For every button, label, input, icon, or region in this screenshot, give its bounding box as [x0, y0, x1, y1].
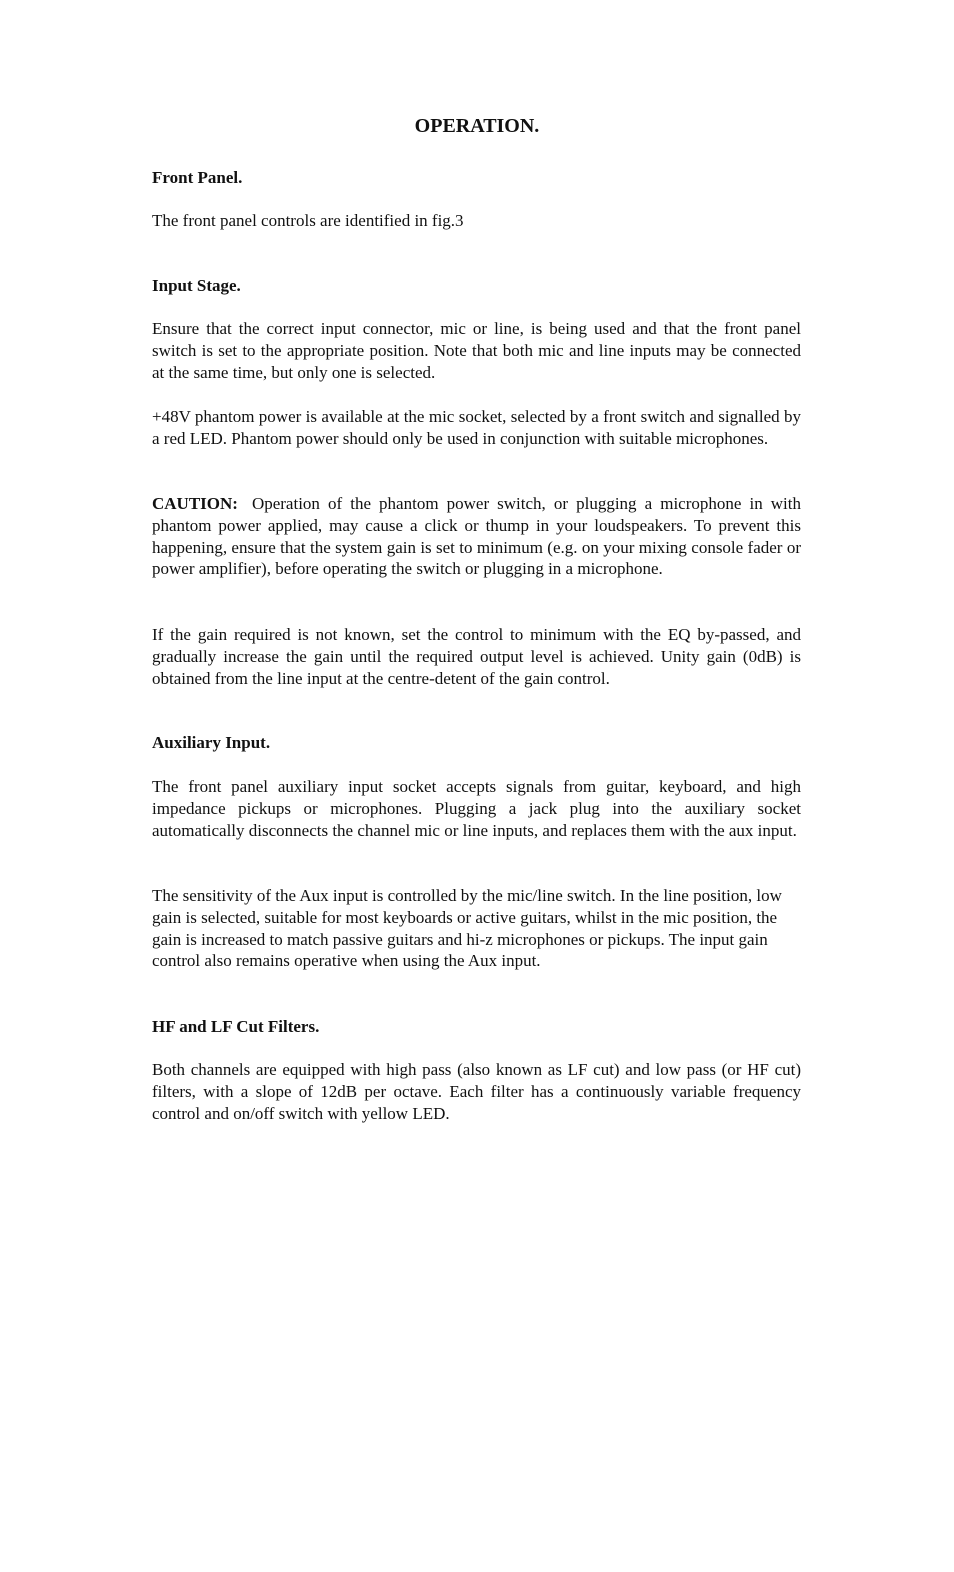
front-panel-paragraph: The front panel controls are identified in fig.3: [152, 211, 464, 230]
section-heading-auxiliary-input: Auxiliary Input.: [152, 733, 271, 752]
section-heading-filters: HF and LF Cut Filters.: [152, 1017, 320, 1036]
input-stage-paragraph-phantom-power: +48V phantom power is available at the mic socket, selected by a front switch and signalled by a red LED. Phantom power should only be used in conjunction with suitable microphones.: [152, 407, 801, 448]
page-title: OPERATION.: [414, 115, 540, 137]
caution-text: Operation of the phantom power switch, or plugging a microphone in with phantom power applied, may cause a click or thump in your loudspeakers. To prevent this happening, ensure that the system gain is set to minimum (e.g. on your mixing console fader or power amplifier), before operating the switch or plugging in a microphone.: [152, 494, 801, 579]
input-stage-paragraph-connectors: Ensure that the correct input connector, mic or line, is being used and that the front panel switch is set to the appropriate position. Note that both mic and line inputs may be connected at the same time, but only one is selected.: [152, 319, 801, 382]
filters-paragraph: Both channels are equipped with high pass (also known as LF cut) and low pass (or HF cut) filters, with a slope of 12dB per octave. Each filter has a continuously variable frequency control and on/off switch with yellow LED.: [152, 1060, 801, 1123]
input-stage-paragraph-gain: If the gain required is not known, set the control to minimum with the EQ by-passed, and gradually increase the gain until the required output level is achieved. Unity gain (0dB) is obtained from the line input at the centre-detent of the gain control.: [152, 625, 801, 688]
aux-input-paragraph-sensitivity: The sensitivity of the Aux input is controlled by the mic/line switch. In the line position, low gain is selected, suitable for most keyboards or active guitars, whilst in the mic position, the gain is increased to match passive guitars and hi-z microphones or pickups. The input gain control also remains operative when using the Aux input.: [152, 886, 782, 971]
caution-label: CAUTION:: [152, 494, 238, 513]
section-heading-front-panel: Front Panel.: [152, 168, 243, 187]
aux-input-paragraph-socket: The front panel auxiliary input socket accepts signals from guitar, keyboard, and high impedance pickups or microphones. Plugging a jack plug into the auxiliary socket automatically disconnects the channel mic or line inputs, and replaces them with the aux input.: [152, 777, 801, 840]
caution-paragraph: [152, 493, 801, 580]
section-heading-input-stage: Input Stage.: [152, 276, 241, 295]
